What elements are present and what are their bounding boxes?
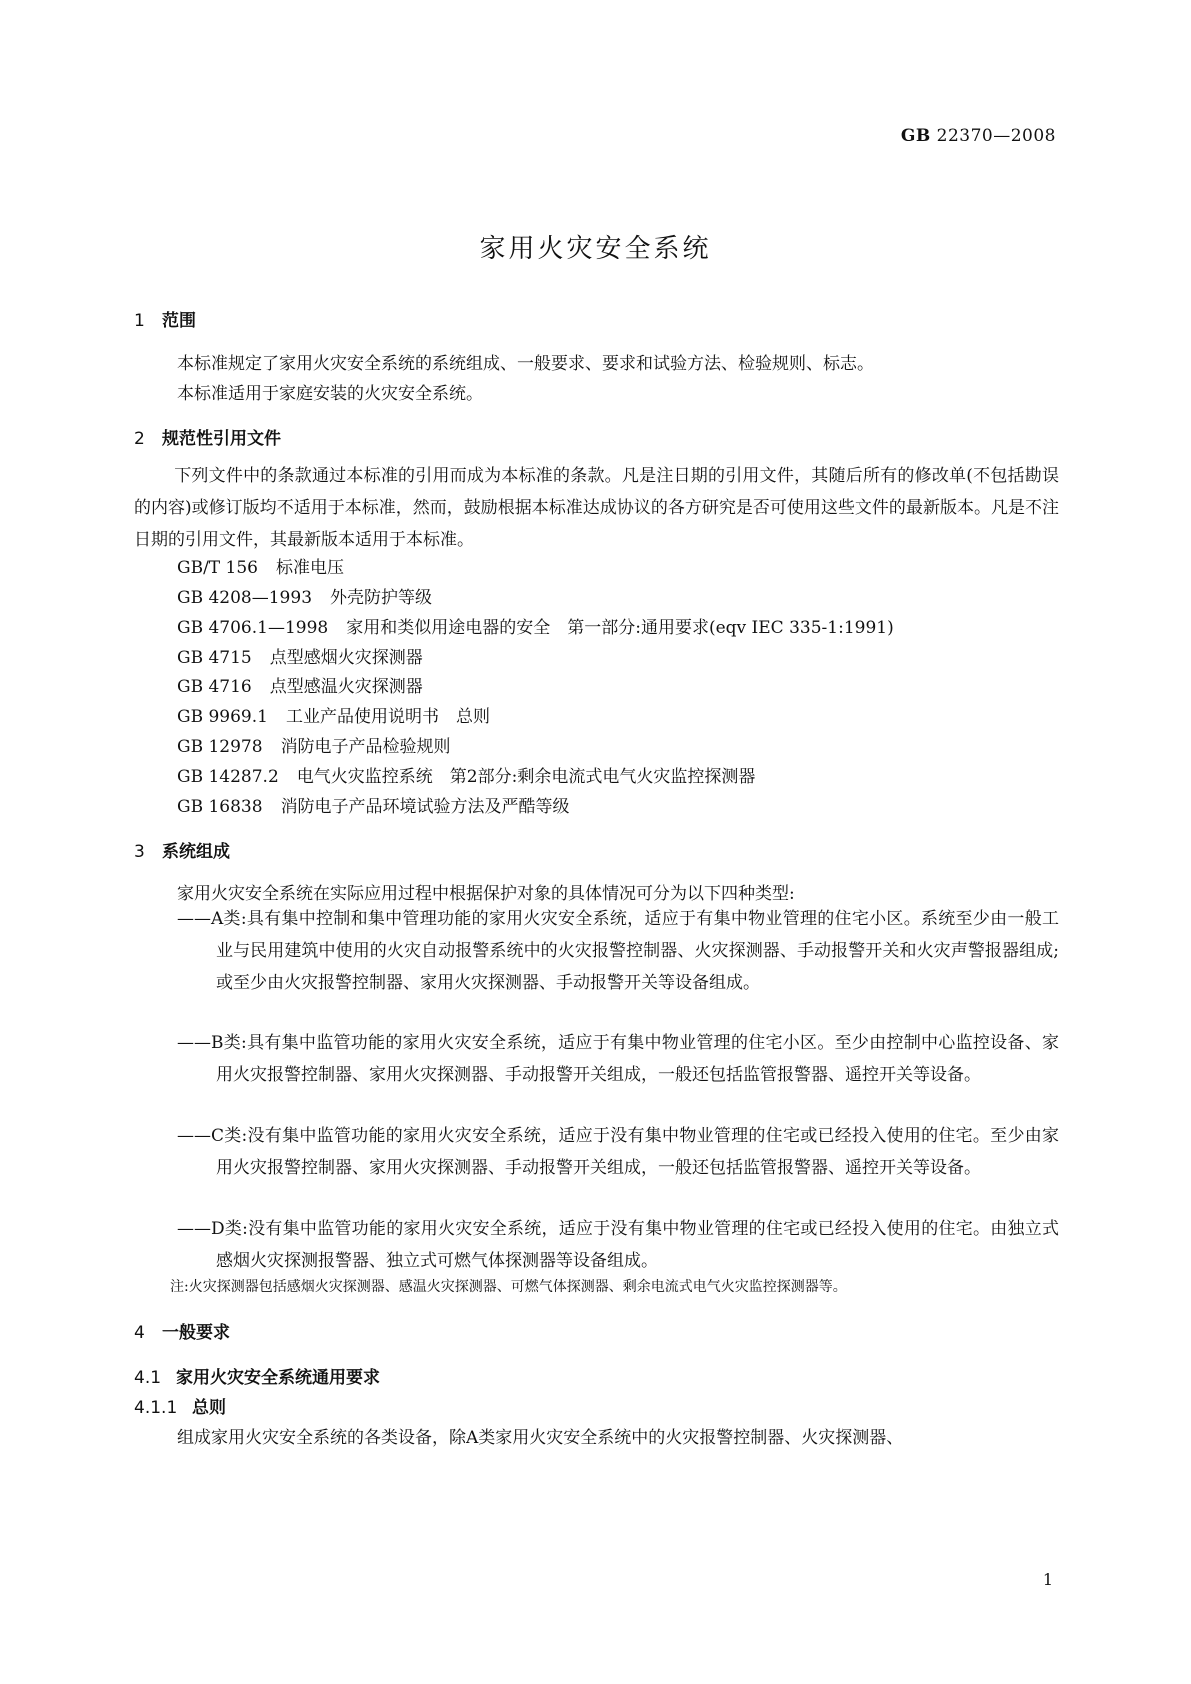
reference-item <box>177 643 423 668</box>
section-number: 3 <box>134 842 145 862</box>
reference-item <box>177 732 451 757</box>
reference-item <box>177 672 423 697</box>
reference-code: GB 9969.1 <box>177 707 268 727</box>
section-title: 规范性引用文件 <box>162 429 281 449</box>
reference-code: GB 4715 <box>177 648 252 668</box>
reference-title: 标准电压 <box>276 558 344 578</box>
standard-code-number: 22370—2008 <box>936 126 1056 146</box>
reference-code: GB 4208—1993 <box>177 588 313 608</box>
standard-code-prefix: GB <box>900 126 931 146</box>
reference-title: 点型感烟火灾探测器 <box>269 648 423 668</box>
reference-code: GB 14287.2 <box>177 767 279 787</box>
reference-item <box>177 553 344 578</box>
reference-title: 外壳防护等级 <box>330 588 433 608</box>
document-title: 家用火灾安全系统 <box>479 234 712 264</box>
reference-title: 电气火灾监控系统 第2部分:剩余电流式电气火灾监控探测器 <box>296 767 756 787</box>
subsection-4-1-heading <box>134 1363 380 1388</box>
section-1-heading <box>134 306 196 331</box>
section-title: 范围 <box>162 311 196 331</box>
section-2-intro-text: 下列文件中的条款通过本标准的引用而成为本标准的条款。凡是注日期的引用文件，其随后所有的修改单(不包括勘误的内容)或修订版均不适用于本标准，然而，鼓励根据本标准达成协议的各方研究是否可使用这些文件的最新版本。凡是不注日期的引用文件，其最新版本适用于本标准。 <box>134 466 1059 550</box>
reference-title: 消防电子产品检验规则 <box>280 737 451 757</box>
section-1-paragraph-1: 本标准规定了家用火灾安全系统的系统组成、一般要求、要求和试验方法、检验规则、标志。 <box>177 354 874 374</box>
section-3-note: 注:火灾探测器包括感烟火灾探测器、感温火灾探测器、可燃气体探测器、剩余电流式电气火灾监控探测器等。 <box>170 1279 847 1295</box>
section-title: 系统组成 <box>162 842 230 862</box>
subsection-number: 4.1 <box>134 1368 162 1388</box>
section-3-heading <box>134 837 230 862</box>
reference-code: GB 4706.1—1998 <box>177 618 329 638</box>
reference-title: 点型感温火灾探测器 <box>269 677 423 697</box>
page-number: 1 <box>1042 1570 1053 1589</box>
reference-code: GB 12978 <box>177 737 263 757</box>
system-type-item-a: ——A类:具有集中控制和集中管理功能的家用火灾安全系统，适应于有集中物业管理的住宅小区。系统至少由一般工业与民用建筑中使用的火灾自动报警系统中的火灾报警控制器、火灾探测器、手动报警开关和火灾声警报器组成;或至少由火灾报警控制器、家用火灾探测器、手动报警开关等设备组成。 <box>177 909 1059 993</box>
section-number: 4 <box>134 1323 145 1343</box>
subsection-4-1-1-heading <box>134 1393 226 1418</box>
section-2-intro <box>134 460 1059 556</box>
reference-code: GB 4716 <box>177 677 252 697</box>
reference-title: 家用和类似用途电器的安全 第一部分:通用要求(eqv IEC 335-1:1991) <box>346 618 894 638</box>
reference-title: 消防电子产品环境试验方法及严酷等级 <box>280 797 570 817</box>
system-type-item-c: ——C类:没有集中监管功能的家用火灾安全系统，适应于没有集中物业管理的住宅或已经投入使用的住宅。至少由家用火灾报警控制器、家用火灾探测器、手动报警开关组成，一般还包括监管报警器、遥控开关等设备。 <box>177 1126 1059 1178</box>
reference-code: GB/T 156 <box>177 558 258 578</box>
reference-item <box>177 762 755 787</box>
section-2-heading <box>134 424 281 449</box>
section-1-paragraph-2: 本标准适用于家庭安装的火灾安全系统。 <box>177 384 483 404</box>
system-type-item-b: ——B类:具有集中监管功能的家用火灾安全系统，适应于有集中物业管理的住宅小区。至少由控制中心监控设备、家用火灾报警控制器、家用火灾探测器、手动报警开关组成，一般还包括监管报警器、遥控开关等设备。 <box>177 1033 1059 1085</box>
section-4-heading <box>134 1318 230 1343</box>
section-4-1-1-paragraph: 组成家用火灾安全系统的各类设备，除A类家用火灾安全系统中的火灾报警控制器、火灾探测器、 <box>177 1428 904 1448</box>
subsection-title: 总则 <box>192 1398 226 1418</box>
standard-code-header <box>901 126 1056 146</box>
section-title: 一般要求 <box>162 1323 230 1343</box>
subsection-title: 家用火灾安全系统通用要求 <box>176 1368 380 1388</box>
section-3-intro: 家用火灾安全系统在实际应用过程中根据保护对象的具体情况可分为以下四种类型: <box>177 884 795 904</box>
reference-item <box>177 613 894 638</box>
reference-title: 工业产品使用说明书 总则 <box>285 707 490 727</box>
reference-code: GB 16838 <box>177 797 263 817</box>
reference-item <box>177 702 490 727</box>
subsection-number: 4.1.1 <box>134 1398 178 1418</box>
section-number: 1 <box>134 311 145 331</box>
section-number: 2 <box>134 429 145 449</box>
reference-item <box>177 792 570 817</box>
reference-item <box>177 583 432 608</box>
system-type-item-d: ——D类:没有集中监管功能的家用火灾安全系统，适应于没有集中物业管理的住宅或已经投入使用的住宅。由独立式感烟火灾探测报警器、独立式可燃气体探测器等设备组成。 <box>177 1219 1059 1271</box>
